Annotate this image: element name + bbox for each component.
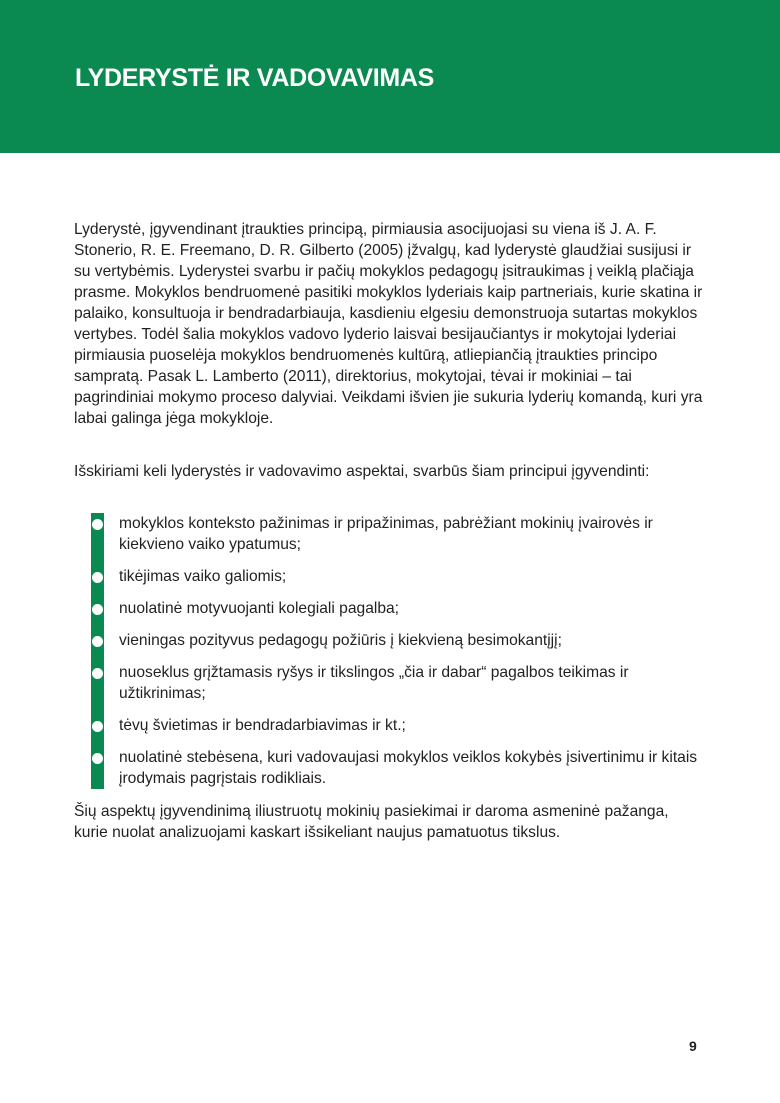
aspects-list (91, 513, 711, 800)
list-item (91, 598, 711, 619)
bullet-dot-icon (92, 636, 103, 647)
bullet-dot-icon (92, 519, 103, 530)
list-item-text: tikėjimas vaiko galiomis; (119, 568, 287, 585)
list-item (91, 747, 711, 789)
bullet-dot-icon (92, 753, 103, 764)
bullet-dot-icon (92, 668, 103, 679)
closing-paragraph: Šių aspektų įgyvendinimą iliustruotų mokinių pasiekimai ir daroma asmeninė pažanga, kurie nuolat analizuojami kaskart išsikeliant naujus pamatuotus tikslus. (74, 803, 669, 841)
list-item-text: nuoseklus grįžtamasis ryšys ir tikslingos „čia ir dabar“ pagalbos teikimas ir užtikrinimas; (119, 664, 629, 702)
page-number: 9 (689, 1038, 697, 1054)
page-title: LYDERYSTĖ IR VADOVAVIMAS (75, 64, 435, 92)
list-item (91, 630, 711, 651)
list-lead-paragraph: Išskiriami keli lyderystės ir vadovavimo aspektai, svarbūs šiam principui įgyvendinti: (74, 463, 650, 480)
list-item-text: nuolatinė motyvuojanti kolegiali pagalba; (119, 600, 400, 617)
list-item (91, 513, 711, 555)
intro-paragraph: Lyderystė, įgyvendinant įtraukties principą, pirmiausia asocijuojasi su viena iš J. A. F. Stonerio, R. E. Freemano, D. R. Gilberto (2005) įžvalgų, kad lyderystė glaudžiai susijusi ir su vertybėmis. Lyderystei svarbu ir pačių mokyklos pedagogų įsitraukimas į veiklą plačiąja prasme. Mokyklos bendruomenė pasitiki mokyklos lyderiais kaip partneriais, kurie skatina ir palaiko, konsultuoja ir bendradarbiauja, kasdieniu elgesiu demonstruoja sutartas mokyklos vertybes. Todėl šalia mokyklos vadovo lyderio laisvai besijaučiantys ir mokytojai lyderiai pirmiausia puoselėja mokyklos bendruomenės kultūrą, atliepiančią įtraukties principo sampratą. Pasak L. Lamberto (2011), direktorius, mokytojai, tėvai ir mokiniai – tai pagrindiniai mokymo proceso dalyviai. Veikdami išvien jie sukuria lyderių komandą, kuri yra labai galinga jėga mokykloje. (74, 221, 703, 427)
list-item-text: vieningas pozityvus pedagogų požiūris į kiekvieną besimokantįjį; (119, 632, 562, 649)
list-item (91, 715, 711, 736)
header-band (0, 0, 780, 153)
list-item (91, 662, 711, 704)
bullet-dot-icon (92, 572, 103, 583)
bullet-dot-icon (92, 721, 103, 732)
bullet-dot-icon (92, 604, 103, 615)
list-item-text: tėvų švietimas ir bendradarbiavimas ir kt.; (119, 717, 406, 734)
list-item (91, 566, 711, 587)
list-item-text: nuolatinė stebėsena, kuri vadovaujasi mokyklos veiklos kokybės įsivertinimu ir kitais įrodymais pagrįstais rodikliais. (119, 749, 698, 787)
list-item-text: mokyklos konteksto pažinimas ir pripažinimas, pabrėžiant mokinių įvairovės ir kiekvieno vaiko ypatumus; (119, 515, 653, 553)
